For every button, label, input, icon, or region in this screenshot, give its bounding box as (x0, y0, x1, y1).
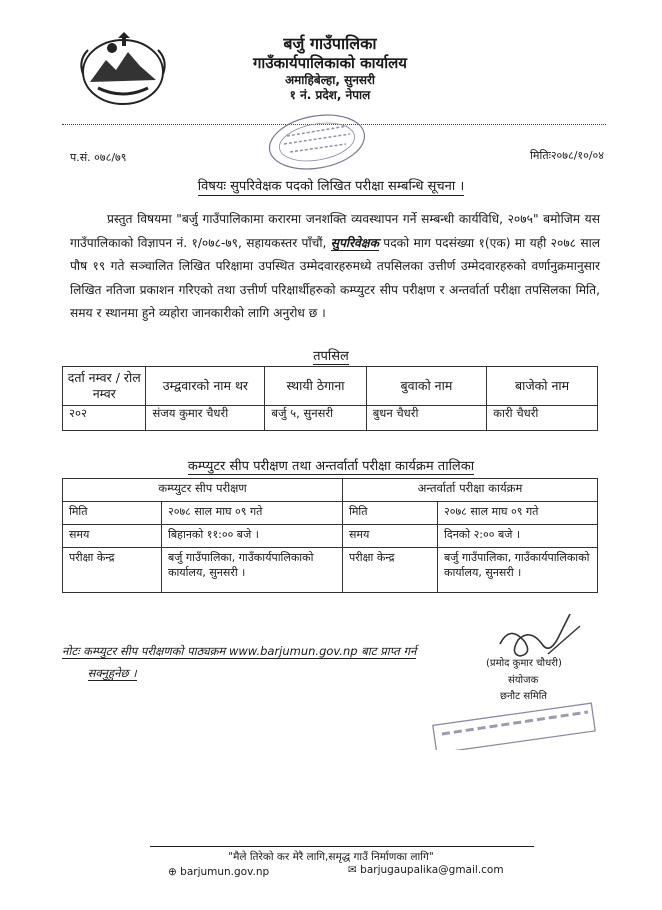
col-permanent-address: स्थायी ठेगाना (265, 367, 366, 406)
results-title (0, 346, 662, 364)
signatory-committee: छनौट समिति (500, 691, 547, 702)
email-link[interactable] (348, 864, 504, 876)
label-time-left: समय (63, 525, 162, 548)
website-text: barjumun.gov.np (180, 866, 270, 878)
cell-father-name: बुधन चैधरी (366, 406, 486, 431)
col-father-name: बुवाको नाम (366, 367, 486, 406)
body-highlight: सुपरिवेक्षक (330, 235, 379, 250)
office-address: अमाहिबेल्हा, सुनसरी (284, 73, 376, 87)
curriculum-note (62, 640, 462, 684)
issue-date: मितिः२०७८/१०/०४ (530, 149, 604, 162)
schedule-title-text: कम्प्युटर सीप परीक्षण तथा अन्तर्वार्ता परीक्षा कार्यक्रम तालिका (187, 459, 475, 474)
website-link[interactable] (168, 866, 269, 878)
municipality-name: बर्जु गाउँपालिका (283, 34, 377, 53)
notice-body (70, 208, 600, 326)
reference-number: प.सं. ०७८/७९ (70, 151, 127, 164)
globe-icon: ⊕ (168, 866, 177, 878)
cell-grandfather-name: कारी चैधरी (487, 406, 598, 431)
cell-roll-number: २०२ (63, 406, 146, 431)
signatory-role: संयोजक (508, 675, 539, 686)
subject-text: विषयः सुपरिवेक्षक पदको लिखित परीक्षा सम्बन्धि सूचना । (197, 179, 465, 194)
results-header-row (63, 367, 598, 406)
results-title-text: तपसिल (313, 349, 349, 364)
value-center-left: बर्जु गाउँपालिका, गाउँकार्यपालिकाको कार्यालय, सुनसरी । (162, 548, 343, 593)
table-row (63, 502, 598, 525)
table-row (63, 548, 598, 593)
table-row (63, 525, 598, 548)
office-seal-icon (262, 112, 372, 176)
office-name: गाउँकार्यपालिकाको कार्यालय (252, 54, 407, 72)
province-name: १ नं. प्रदेश, नेपाल (289, 88, 371, 102)
interview-header: अन्तर्वार्ता परीक्षा कार्यक्रम (343, 479, 598, 502)
col-grandfather-name: बाजेको नाम (487, 367, 598, 406)
col-candidate-name: उम्द्ववारको नाम थर (146, 367, 265, 406)
body-part-2: पदको माग पदसंख्या १(एक) मा यही २०७८ साल पौष १९ गते सञ्चालित लिखित परिक्षामा उपस्थित उम्मेदवारहरुमध्ये तपसिलका उत्तीर्ण उम्मेदवारहरुको वर्णानुक्रमानुसार लिखित नतिजा प्रकाशन गरिएको तथा उत्तीर्ण परिक्षार्थीहरुको कम्प्युटर सीप परीक्षण र अन्तर्वार्ता परीक्षा तपसिलका मिति, समय र स्थानमा हुने व्यहोरा जानकारीको लागि अनुरोध छ । (70, 235, 600, 320)
label-center-left: परीक्षा केन्द्र (63, 548, 162, 593)
col-roll-number: दर्ता नम्वर / रोल नम्वर (63, 367, 146, 406)
computer-test-header: कम्प्युटर सीप परीक्षण (63, 479, 343, 502)
cell-candidate-name: संजय कुमार चैधरी (146, 406, 265, 431)
table-row (63, 406, 598, 431)
label-time-right: समय (343, 525, 438, 548)
value-center-right: बर्जु गाउँपालिका, गाउँकार्यपालिकाको कार्यालय, सुनसरी । (438, 548, 598, 593)
footer-divider (150, 846, 534, 847)
results-table (62, 366, 598, 431)
value-date-left: २०७८ साल माघ ०९ गते (162, 502, 343, 525)
official-stamp-icon (430, 700, 600, 750)
label-date-right: मिति (343, 502, 438, 525)
schedule-title (0, 456, 662, 474)
cell-permanent-address: बर्जु ५, सुनसरी (265, 406, 366, 431)
letterhead (200, 34, 460, 103)
value-date-right: २०७८ साल माघ ०९ गते (438, 502, 598, 525)
signatory-name: (प्रमोद कुमार चौधरी) (486, 658, 562, 669)
note-line-1: नोटः कम्प्युटर सीप परीक्षणको पाठ्यक्रम www.barjumun.gov.np बाट प्राप्त गर्न (62, 644, 417, 658)
schedule-table (62, 478, 598, 593)
schedule-header-row (63, 479, 598, 502)
label-date-left: मिति (63, 502, 162, 525)
value-time-right: दिनको २:०० बजे । (438, 525, 598, 548)
email-text: barjugaupalika@gmail.com (360, 864, 504, 876)
note-line-2: सक्नुहुनेछ । (87, 666, 137, 680)
label-center-right: परीक्षा केन्द्र (343, 548, 438, 593)
notice-subject (0, 176, 662, 194)
envelope-icon: ✉ (348, 864, 357, 876)
footer-slogan: "मैले तिरेको कर मेरै लागि,समृद्ध गाउँ निर्माणका लागि" (228, 851, 434, 863)
nepal-emblem-icon (78, 30, 168, 108)
body-part-1: प्रस्तुत विषयमा "बर्जु गाउँपालिकामा करारमा जनशक्ति व्यवस्थापन गर्ने सम्बन्धी कार्यविधि, २०७५" बमोजिम यस गाउँपालिकाको विज्ञापन नं. १/०७८-७९, सहायकस्तर पाँचौं, (70, 212, 600, 250)
value-time-left: बिहानको ११:०० बजे । (162, 525, 343, 548)
